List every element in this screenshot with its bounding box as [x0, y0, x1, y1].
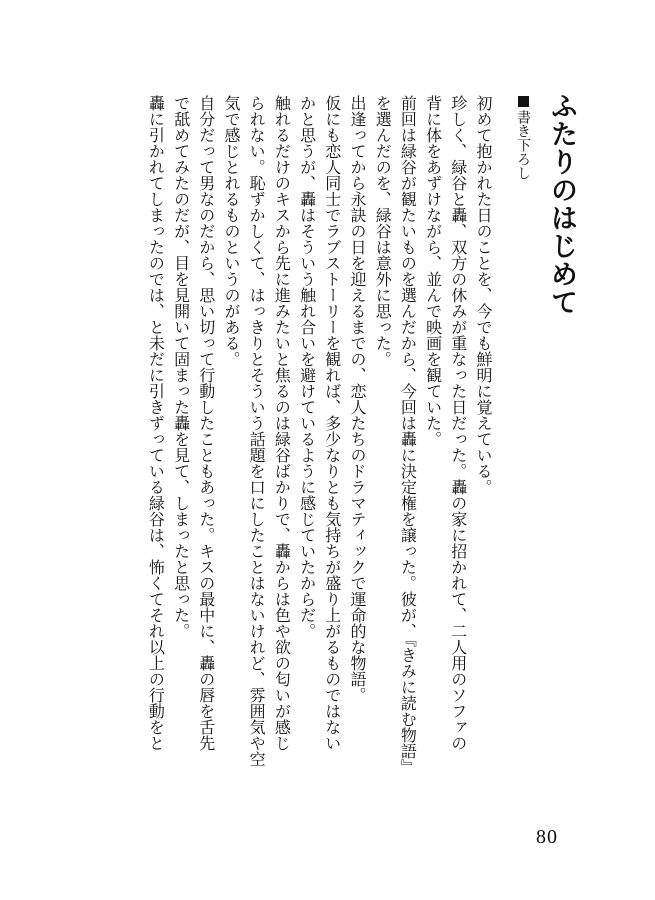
text-line: 轟に引かれてしまったのでは、と未だに引きずっている緑谷は、怖くてそれ以上の行動をと: [146, 95, 166, 751]
text-line: かと思うが、轟はそういう触れ合いを避けているように感じていたからだ。: [297, 95, 317, 639]
text-line: 前回は緑谷が観たいものを選んだから、今回は轟に決定権を譲った。彼が、『きみに読む物語』: [398, 95, 418, 775]
text-line: 背に体をあずけながら、並んで映画を観ていた。: [423, 95, 443, 447]
body-text: [118, 95, 496, 815]
text-line: られない。恥ずかしくて、はっきりとそういう話題を口にしたことはないけれど、雰囲気や空: [247, 95, 267, 767]
text-line: 触れるだけのキスから先に進みたいと焦るのは緑谷ばかりで、轟からは色や欲の匂いが感じ: [272, 95, 292, 751]
text-line: 仮にも恋人同士でラブストーリーを観れば、多少なりとも気持ちが盛り上がるものではない: [322, 95, 342, 751]
text-line: 出逢ってから永訣の日を迎えるまでの、恋人たちのドラマティックで運命的な物語。: [347, 95, 367, 703]
page-number: 80: [536, 826, 558, 848]
text-line: 自分だって男なのだから、思い切って行動したこともあった。キスの最中に、轟の唇を舌先: [196, 95, 216, 751]
chapter-title: ふたりのはじめて: [546, 92, 577, 316]
text-line: 気で感じとれるものというのがある。: [221, 95, 241, 367]
chapter-subtitle: [513, 96, 533, 180]
subtitle-text: 書き下ろし: [515, 110, 531, 180]
square-bullet-icon: [518, 96, 529, 107]
text-line: 初めて抱かれた日のことを、今でも鮮明に覚えている。: [474, 95, 493, 495]
text-line: 珍しく、緑谷と轟、双方の休みが重なった日だった。轟の家に招かれて、二人用のソファの: [448, 95, 468, 751]
text-line: で舐めてみたのだが、目を見開いて固まった轟を見て、しまったと思った。: [171, 95, 191, 639]
text-line: を選んだのを、緑谷は意外に思った。: [373, 95, 393, 367]
